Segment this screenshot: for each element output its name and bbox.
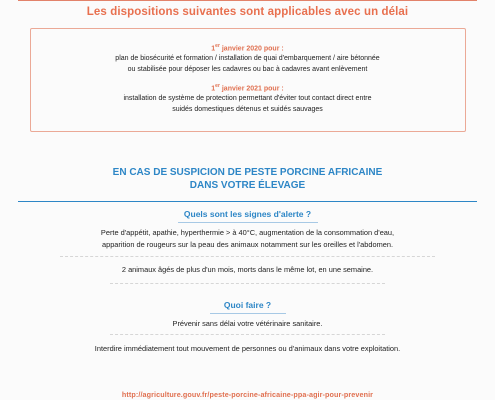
deadline-2021-line1: installation de système de protection permettant d'éviter tout contact direct entre (123, 95, 372, 102)
signs-heading-underline (178, 222, 318, 223)
deadline-date-2021: 1er janvier 2021 pour : (211, 83, 284, 93)
actions-heading-underline (210, 313, 286, 314)
suspicion-title (0, 166, 495, 192)
deadline-2020-line2: ou stabilisée pour déposer les cadavres ou bac à cadavres avant enlèvement (127, 66, 368, 73)
signs-line3: 2 animaux âgés de plus d'un mois, morts dans le même lot, en une semaine. (121, 265, 374, 274)
deadline-date-2020: 1er janvier 2020 pour : (211, 43, 284, 53)
faint-separator (110, 283, 385, 284)
top-divider (18, 0, 477, 1)
actions-line1: Prévenir sans délai votre vétérinaire sanitaire. (172, 319, 323, 328)
suspicion-title-line2: DANS VOTRE ÉLEVAGE (189, 180, 306, 191)
delay-headline: Les dispositions suivantes sont applicables avec un délai (86, 6, 409, 18)
section-divider (18, 201, 477, 202)
actions-line2: Interdire immédiatement tout mouvement de personnes ou d'animaux dans votre exploitation. (94, 344, 401, 353)
actions-heading: Quoi faire ? (223, 300, 272, 310)
faint-separator (60, 256, 435, 257)
suspicion-title-line1: EN CAS DE SUSPICION DE PESTE PORCINE AFRICAINE (112, 167, 383, 178)
info-link[interactable]: http://agriculture.gouv.fr/peste-porcine-africaine-ppa-agir-pour-prevenir (121, 390, 374, 399)
deadline-2020-line1: plan de biosécurité et formation / installation de quai d'embarquement / aire bétonnée (115, 55, 380, 62)
signs-line1: Perte d'appétit, apathie, hyperthermie > à 40°C, augmentation de la consommation d'eau, (100, 228, 395, 237)
faint-separator (110, 334, 385, 335)
signs-line2: apparition de rougeurs sur la peau des animaux notamment sur les oreilles et l'abdomen. (101, 240, 394, 249)
deadline-2021-line2: suidés domestiques détenus et suidés sauvages (172, 106, 323, 113)
signs-heading: Quels sont les signes d'alerte ? (183, 209, 312, 219)
